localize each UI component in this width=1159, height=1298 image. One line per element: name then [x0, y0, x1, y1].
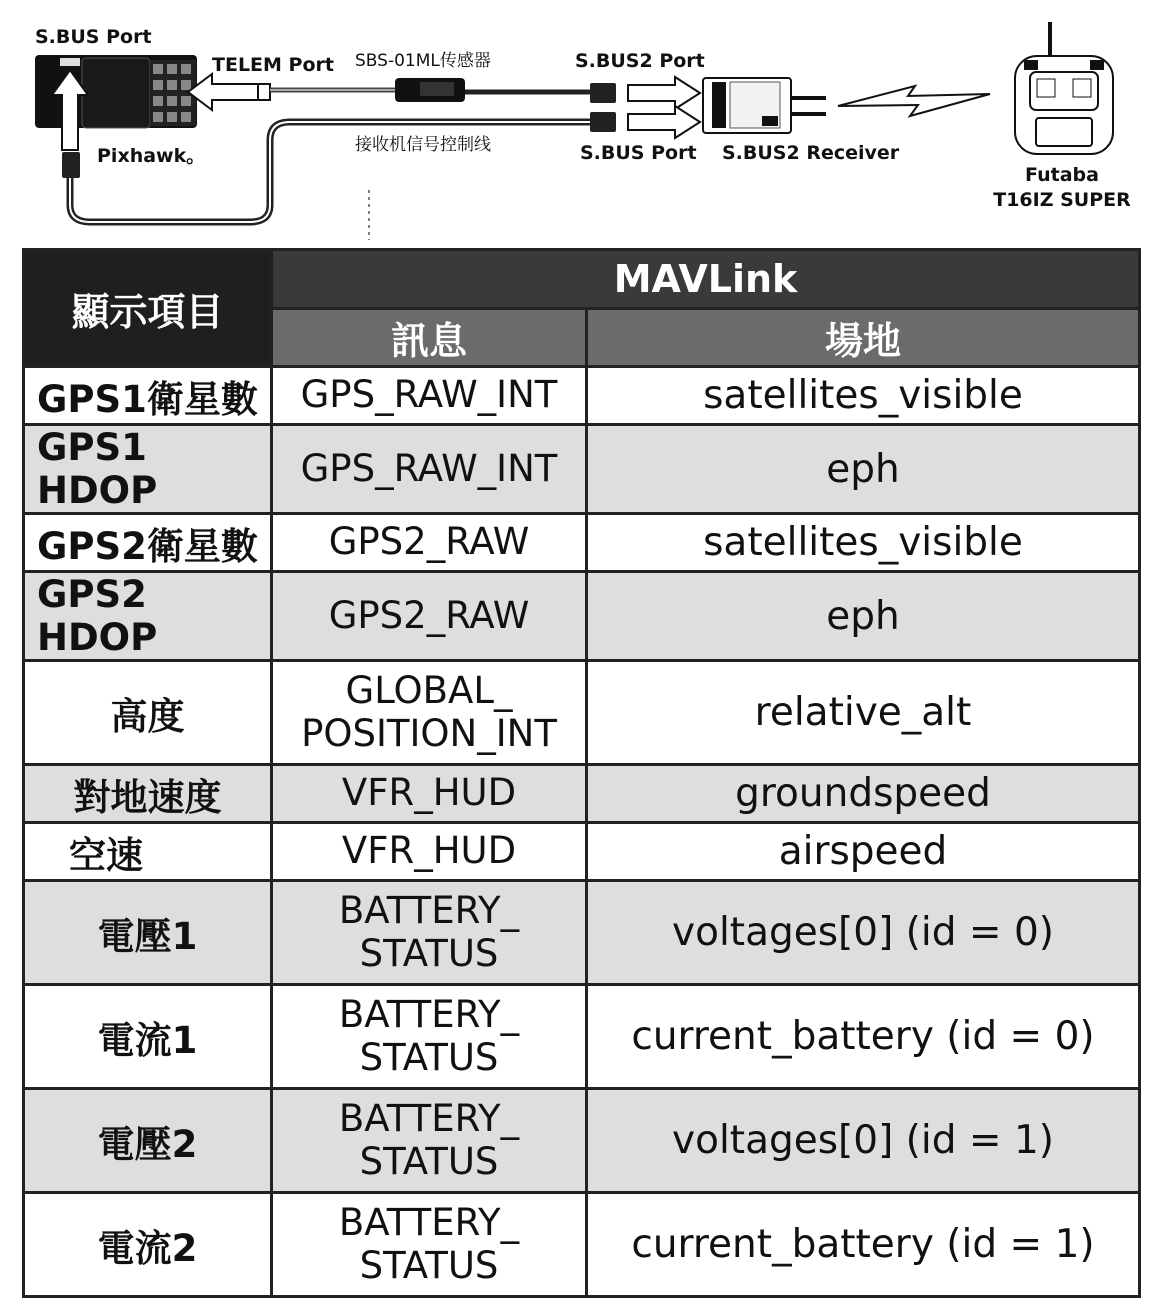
row-item: GPS2衛星數	[24, 514, 272, 572]
header-mavlink: MAVLink	[272, 250, 1140, 309]
row-message: GPS_RAW_INT	[272, 367, 587, 425]
sensor-label: SBS-01ML传感器	[355, 51, 491, 71]
futaba-transmitter	[1015, 22, 1113, 154]
row-field: voltages[0] (id = 1)	[587, 1089, 1140, 1193]
telem-port-label: TELEM Port	[212, 54, 334, 76]
row-message: GPS_RAW_INT	[272, 425, 587, 514]
sbus-connector	[62, 152, 80, 178]
table-row	[24, 1089, 1140, 1193]
table-row	[24, 514, 1140, 572]
sbus2-receiver	[703, 78, 826, 133]
row-message: GLOBAL_ POSITION_INT	[272, 661, 587, 765]
connection-diagram	[0, 0, 1159, 245]
row-message: BATTERY_ STATUS	[272, 1193, 587, 1297]
row-message: VFR_HUD	[272, 823, 587, 881]
row-message: BATTERY_ STATUS	[272, 881, 587, 985]
row-item: 電流1	[24, 985, 272, 1089]
row-field: current_battery (id = 0)	[587, 985, 1140, 1089]
header-field: 場地	[587, 309, 1140, 367]
table-row	[24, 425, 1140, 514]
row-message: BATTERY_ STATUS	[272, 1089, 587, 1193]
row-field: eph	[587, 425, 1140, 514]
row-message: GPS2_RAW	[272, 572, 587, 661]
left-arrow-icon	[188, 74, 258, 110]
row-item: 電壓1	[24, 881, 272, 985]
row-item: 對地速度	[24, 765, 272, 823]
sbus-port-bottom-label: S.BUS Port	[580, 142, 697, 164]
row-field: satellites_visible	[587, 514, 1140, 572]
row-field: eph	[587, 572, 1140, 661]
right-arrow-icon	[628, 77, 700, 109]
row-field: groundspeed	[587, 765, 1140, 823]
transmitter-brand-label: Futaba	[1025, 164, 1099, 186]
header-display-item: 顯示項目	[24, 250, 272, 367]
table-row	[24, 572, 1140, 661]
table-row	[24, 881, 1140, 985]
row-item: GPS2 HDOP	[24, 572, 272, 661]
sbus-cable	[70, 122, 590, 222]
row-field: voltages[0] (id = 0)	[587, 881, 1140, 985]
table-row	[24, 765, 1140, 823]
row-message: GPS2_RAW	[272, 514, 587, 572]
table-row	[24, 1193, 1140, 1297]
sbs-01ml-sensor	[395, 78, 465, 102]
row-message: VFR_HUD	[272, 765, 587, 823]
header-message: 訊息	[272, 309, 587, 367]
table-row	[24, 661, 1140, 765]
row-field: relative_alt	[587, 661, 1140, 765]
row-field: satellites_visible	[587, 367, 1140, 425]
row-item: GPS1衛星數	[24, 367, 272, 425]
row-item: 高度	[24, 661, 272, 765]
wireless-link-icon	[838, 86, 990, 116]
row-item: GPS1 HDOP	[24, 425, 272, 514]
row-item: 空速	[24, 823, 272, 881]
sbus2-port-label: S.BUS2 Port	[575, 50, 705, 72]
sbus-port-top-label: S.BUS Port	[35, 26, 152, 48]
signal-line-label: 接收机信号控制线	[355, 135, 491, 155]
table-row	[24, 367, 1140, 425]
row-field: airspeed	[587, 823, 1140, 881]
row-message: BATTERY_ STATUS	[272, 985, 587, 1089]
transmitter-model-label: T16IZ SUPER	[993, 189, 1131, 211]
table-row	[24, 985, 1140, 1089]
table-row	[24, 823, 1140, 881]
right-arrow-icon	[628, 106, 700, 138]
row-item: 電流2	[24, 1193, 272, 1297]
mavlink-mapping-table	[22, 248, 1141, 1298]
row-item: 電壓2	[24, 1089, 272, 1193]
sbus2-receiver-label: S.BUS2 Receiver	[722, 142, 900, 164]
row-field: current_battery (id = 1)	[587, 1193, 1140, 1297]
pixhawk-label: Pixhawk。	[97, 145, 206, 167]
